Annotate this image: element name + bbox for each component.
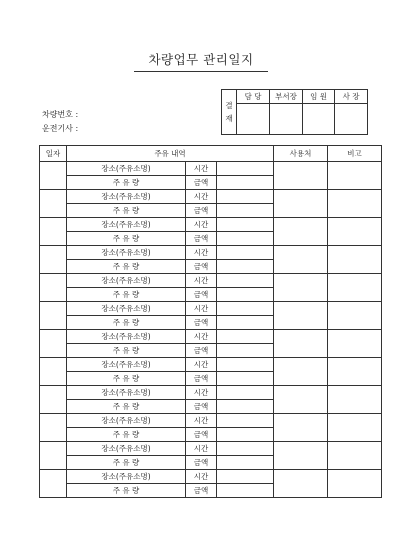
cost-label: 금액 — [186, 232, 217, 246]
signature-box-executive[interactable] — [303, 104, 335, 135]
fuel-amount-label: 주 유 량 — [67, 372, 186, 386]
location-label: 장소(주유소명) — [67, 274, 186, 288]
entry-row-location — [40, 274, 382, 288]
usage-cell[interactable] — [274, 162, 328, 190]
cost-label: 금액 — [186, 400, 217, 414]
location-label: 장소(주유소명) — [67, 386, 186, 400]
note-cell[interactable] — [328, 162, 382, 190]
time-cell[interactable] — [217, 470, 274, 484]
approval-table — [221, 89, 368, 135]
cost-cell[interactable] — [217, 428, 274, 442]
location-label: 장소(주유소명) — [67, 414, 186, 428]
entry-row-location — [40, 246, 382, 260]
entry-row-location — [40, 386, 382, 400]
usage-cell[interactable] — [274, 218, 328, 246]
time-cell[interactable] — [217, 302, 274, 316]
cost-label: 금액 — [186, 260, 217, 274]
location-label: 장소(주유소명) — [67, 246, 186, 260]
fuel-amount-label: 주 유 량 — [67, 176, 186, 190]
page-title: 차량업무 관리일지 — [134, 50, 268, 72]
usage-cell[interactable] — [274, 330, 328, 358]
cost-label: 금액 — [186, 288, 217, 302]
location-label: 장소(주유소명) — [67, 442, 186, 456]
fuel-amount-label: 주 유 량 — [67, 484, 186, 498]
header-date: 일자 — [40, 146, 67, 162]
location-label: 장소(주유소명) — [67, 162, 186, 176]
cost-cell[interactable] — [217, 260, 274, 274]
header-usage: 사용처 — [274, 146, 328, 162]
entry-date-cell[interactable] — [40, 470, 67, 498]
approval-role-executive: 임 원 — [303, 90, 335, 104]
signature-box-manager[interactable] — [237, 104, 270, 135]
entry-row-location — [40, 162, 382, 176]
usage-cell[interactable] — [274, 302, 328, 330]
signature-box-president[interactable] — [335, 104, 368, 135]
time-cell[interactable] — [217, 190, 274, 204]
cost-cell[interactable] — [217, 484, 274, 498]
note-cell[interactable] — [328, 442, 382, 470]
location-label: 장소(주유소명) — [67, 330, 186, 344]
fuel-amount-label: 주 유 량 — [67, 232, 186, 246]
fuel-amount-label: 주 유 량 — [67, 456, 186, 470]
cost-label: 금액 — [186, 372, 217, 386]
time-label: 시간 — [186, 246, 217, 260]
cost-label: 금액 — [186, 204, 217, 218]
cost-label: 금액 — [186, 456, 217, 470]
fuel-amount-label: 주 유 량 — [67, 316, 186, 330]
entry-row-location — [40, 442, 382, 456]
usage-cell[interactable] — [274, 386, 328, 414]
location-label: 장소(주유소명) — [67, 302, 186, 316]
time-label: 시간 — [186, 218, 217, 232]
fuel-amount-label: 주 유 량 — [67, 400, 186, 414]
time-cell[interactable] — [217, 414, 274, 428]
cost-label: 금액 — [186, 428, 217, 442]
cost-cell[interactable] — [217, 176, 274, 190]
entry-row-location — [40, 470, 382, 484]
approval-label-char-2: 재 — [225, 114, 233, 123]
header-fuel-details: 주유 내역 — [67, 146, 274, 162]
time-cell[interactable] — [217, 386, 274, 400]
cost-cell[interactable] — [217, 316, 274, 330]
time-cell[interactable] — [217, 218, 274, 232]
location-label: 장소(주유소명) — [67, 470, 186, 484]
location-label: 장소(주유소명) — [67, 218, 186, 232]
time-cell[interactable] — [217, 358, 274, 372]
fuel-amount-label: 주 유 량 — [67, 428, 186, 442]
cost-cell[interactable] — [217, 232, 274, 246]
time-label: 시간 — [186, 330, 217, 344]
entry-date-cell[interactable] — [40, 386, 67, 414]
signature-box-dept-head[interactable] — [270, 104, 303, 135]
note-cell[interactable] — [328, 274, 382, 302]
time-label: 시간 — [186, 442, 217, 456]
cost-label: 금액 — [186, 344, 217, 358]
entry-date-cell[interactable] — [40, 162, 67, 190]
approval-role-manager: 담 당 — [237, 90, 270, 104]
note-cell[interactable] — [328, 330, 382, 358]
location-label: 장소(주유소명) — [67, 190, 186, 204]
approval-label-char-1: 결 — [225, 101, 233, 110]
usage-cell[interactable] — [274, 414, 328, 442]
time-cell[interactable] — [217, 274, 274, 288]
entry-date-cell[interactable] — [40, 246, 67, 274]
cost-label: 금액 — [186, 484, 217, 498]
entry-date-cell[interactable] — [40, 302, 67, 330]
note-cell[interactable] — [328, 218, 382, 246]
time-cell[interactable] — [217, 246, 274, 260]
cost-label: 금액 — [186, 176, 217, 190]
entry-date-cell[interactable] — [40, 218, 67, 246]
time-label: 시간 — [186, 190, 217, 204]
approval-label — [222, 90, 237, 135]
time-cell[interactable] — [217, 330, 274, 344]
header-note: 비고 — [328, 146, 382, 162]
vehicle-number-label: 차량번호 : — [42, 110, 79, 119]
fuel-amount-label: 주 유 량 — [67, 260, 186, 274]
usage-cell[interactable] — [274, 246, 328, 274]
usage-cell[interactable] — [274, 470, 328, 498]
fuel-log-body — [40, 162, 382, 498]
entry-date-cell[interactable] — [40, 330, 67, 358]
approval-role-president: 사 장 — [335, 90, 368, 104]
note-cell[interactable] — [328, 414, 382, 442]
fuel-amount-label: 주 유 량 — [67, 288, 186, 302]
cost-cell[interactable] — [217, 288, 274, 302]
note-cell[interactable] — [328, 302, 382, 330]
entry-date-cell[interactable] — [40, 358, 67, 386]
fuel-log-table — [39, 145, 382, 498]
approval-role-dept-head: 부서장 — [270, 90, 303, 104]
note-cell[interactable] — [328, 358, 382, 386]
time-label: 시간 — [186, 274, 217, 288]
entry-row-location — [40, 358, 382, 372]
note-cell[interactable] — [328, 386, 382, 414]
cost-cell[interactable] — [217, 456, 274, 470]
cost-cell[interactable] — [217, 400, 274, 414]
location-label: 장소(주유소명) — [67, 358, 186, 372]
time-label: 시간 — [186, 358, 217, 372]
note-cell[interactable] — [328, 246, 382, 274]
time-label: 시간 — [186, 386, 217, 400]
entry-row-location — [40, 330, 382, 344]
entry-row-location — [40, 302, 382, 316]
note-cell[interactable] — [328, 470, 382, 498]
entry-row-location — [40, 414, 382, 428]
entry-date-cell[interactable] — [40, 190, 67, 218]
time-label: 시간 — [186, 414, 217, 428]
usage-cell[interactable] — [274, 358, 328, 386]
usage-cell[interactable] — [274, 442, 328, 470]
fuel-amount-label: 주 유 량 — [67, 344, 186, 358]
entry-row-location — [40, 218, 382, 232]
time-label: 시간 — [186, 162, 217, 176]
entry-date-cell[interactable] — [40, 414, 67, 442]
time-cell[interactable] — [217, 162, 274, 176]
entry-date-cell[interactable] — [40, 274, 67, 302]
cost-cell[interactable] — [217, 204, 274, 218]
driver-label: 운전기사 : — [42, 124, 79, 133]
time-cell[interactable] — [217, 442, 274, 456]
time-label: 시간 — [186, 470, 217, 484]
cost-label: 금액 — [186, 316, 217, 330]
usage-cell[interactable] — [274, 190, 328, 218]
fuel-amount-label: 주 유 량 — [67, 204, 186, 218]
cost-cell[interactable] — [217, 344, 274, 358]
entry-row-location — [40, 190, 382, 204]
note-cell[interactable] — [328, 190, 382, 218]
entry-date-cell[interactable] — [40, 442, 67, 470]
cost-cell[interactable] — [217, 372, 274, 386]
time-label: 시간 — [186, 302, 217, 316]
usage-cell[interactable] — [274, 274, 328, 302]
